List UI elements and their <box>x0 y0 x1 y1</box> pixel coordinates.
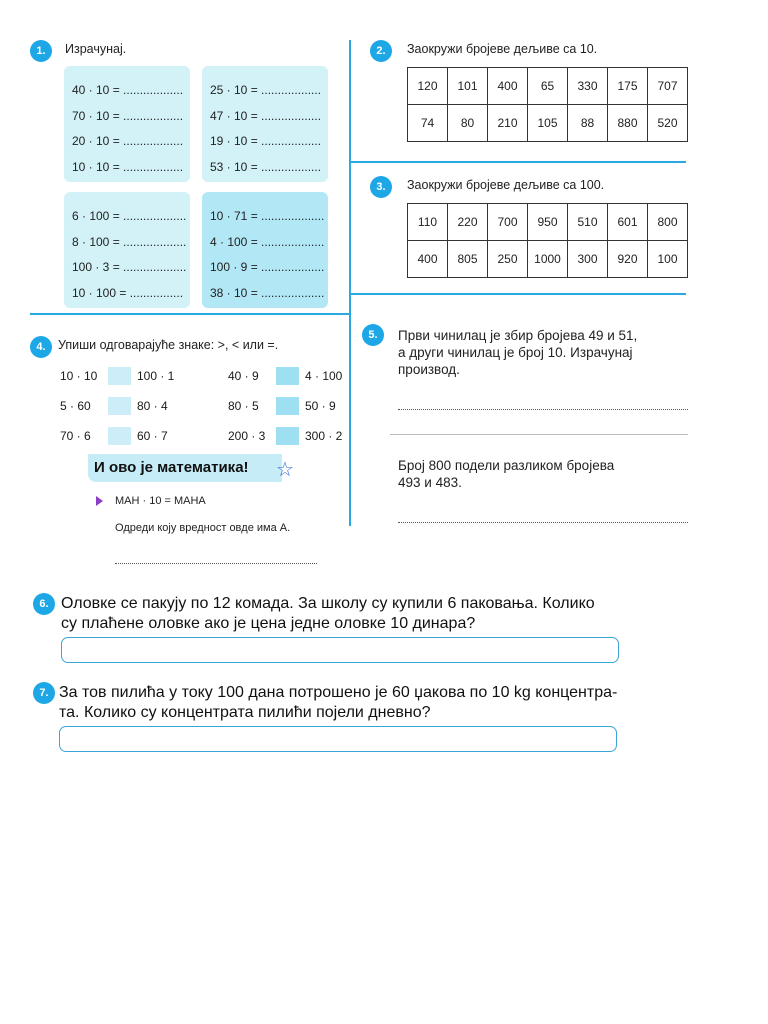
number-cell[interactable]: 101 <box>448 68 488 105</box>
number-cell[interactable]: 880 <box>608 105 648 142</box>
task7-number-badge: 7. <box>33 682 55 704</box>
task1-title: Израчунај. <box>65 42 127 56</box>
comparison-row <box>60 397 168 415</box>
expression: 40 · 10 = .................. <box>72 83 184 97</box>
number-cell[interactable]: 88 <box>568 105 608 142</box>
task1-card-c <box>64 192 190 308</box>
answer-box[interactable] <box>108 367 131 385</box>
number-cell[interactable]: 1000 <box>528 241 568 278</box>
text-line: За тов пилића у току 100 дана потрошено је 60 џакова по 10 kg концентра- <box>59 684 618 701</box>
number-cell[interactable]: 175 <box>608 68 648 105</box>
number-cell[interactable]: 700 <box>488 204 528 241</box>
task1-card-a <box>64 66 190 182</box>
puzzle-question: Одреди коју вредност овде има А. <box>115 522 291 534</box>
task7-answer-field[interactable] <box>59 726 617 752</box>
expression: 10 · 100 = ................ <box>72 285 184 300</box>
task7-text <box>59 683 617 723</box>
number-cell[interactable]: 520 <box>648 105 688 142</box>
left-expression: 80 · 5 <box>228 399 259 413</box>
number-cell[interactable]: 80 <box>448 105 488 142</box>
task5-separator <box>390 434 688 435</box>
number-cell[interactable]: 400 <box>408 241 448 278</box>
expression: 19 · 10 = .................. <box>210 134 322 148</box>
answer-box[interactable] <box>276 367 299 385</box>
right-expression: 60 · 7 <box>137 429 168 443</box>
number-cell[interactable]: 510 <box>568 204 608 241</box>
expression: 53 · 10 = .................. <box>210 159 322 174</box>
text-line: 493 и 483. <box>398 475 462 490</box>
right-expression: 50 · 9 <box>305 399 336 413</box>
math-fun-banner: И ово је математика! <box>88 454 282 482</box>
expression: 100 · 9 = ................... <box>210 260 325 274</box>
number-cell[interactable]: 250 <box>488 241 528 278</box>
expression: 38 · 10 = ................... <box>210 285 325 300</box>
number-cell[interactable]: 800 <box>648 204 688 241</box>
table-row <box>408 68 688 105</box>
number-cell[interactable]: 707 <box>648 68 688 105</box>
number-cell[interactable]: 300 <box>568 241 608 278</box>
task1-number-badge: 1. <box>30 40 52 62</box>
task3-number-badge: 3. <box>370 176 392 198</box>
text-line: Оловке се пакују по 12 комада. За школу су купили 6 паковања. Колико <box>61 595 595 612</box>
number-cell[interactable]: 120 <box>408 68 448 105</box>
divider-3-5 <box>350 293 686 295</box>
expression: 70 · 10 = .................. <box>72 108 184 123</box>
expression: 100 · 3 = ................... <box>72 260 187 274</box>
answer-box[interactable] <box>276 397 299 415</box>
answer-box[interactable] <box>108 427 131 445</box>
comparison-row <box>228 367 342 385</box>
comparison-row <box>60 427 168 445</box>
left-expression: 10 · 10 <box>60 369 98 383</box>
number-cell[interactable]: 100 <box>648 241 688 278</box>
task1-card-d <box>202 192 328 308</box>
divider-1-4 <box>30 313 350 315</box>
answer-box[interactable] <box>276 427 299 445</box>
number-cell[interactable]: 920 <box>608 241 648 278</box>
number-cell[interactable]: 220 <box>448 204 488 241</box>
left-expression: 5 · 60 <box>60 399 91 413</box>
triangle-bullet-icon <box>96 496 103 506</box>
comparison-row <box>228 427 342 445</box>
puzzle-equation: МАН · 10 = МАНА <box>115 495 206 507</box>
right-expression: 300 · 2 <box>305 429 343 443</box>
task5-answer-line-2[interactable] <box>398 522 688 523</box>
text-line: а други чинилац је број 10. Израчунај <box>398 345 633 360</box>
number-cell[interactable]: 74 <box>408 105 448 142</box>
comparison-row <box>228 397 336 415</box>
number-cell[interactable]: 805 <box>448 241 488 278</box>
expression: 10 · 71 = ................... <box>210 209 325 223</box>
number-cell[interactable]: 330 <box>568 68 608 105</box>
task1-card-b <box>202 66 328 182</box>
task2-number-badge: 2. <box>370 40 392 62</box>
text-line: Први чинилац је збир бројева 49 и 51, <box>398 328 638 343</box>
table-row <box>408 105 688 142</box>
expression: 10 · 10 = .................. <box>72 159 184 174</box>
task5-answer-line-1[interactable] <box>398 409 688 410</box>
table-row <box>408 204 688 241</box>
comparison-row <box>60 367 174 385</box>
number-cell[interactable]: 105 <box>528 105 568 142</box>
text-line: та. Колико су концентрата пилићи појели дневно? <box>59 704 431 721</box>
task3-title: Заокружи бројеве дељиве са 100. <box>407 178 605 192</box>
text-line: производ. <box>398 362 460 377</box>
expression: 25 · 10 = .................. <box>210 83 322 97</box>
task4-title: Упиши одговарајуће знаке: >, < или =. <box>58 338 279 352</box>
number-cell[interactable]: 110 <box>408 204 448 241</box>
puzzle-answer-line[interactable] <box>115 563 317 564</box>
expression: 8 · 100 = ................... <box>72 234 187 249</box>
text-line: су плаћене оловке ако је цена једне оловке 10 динара? <box>61 615 476 632</box>
number-cell[interactable]: 210 <box>488 105 528 142</box>
task4-number-badge: 4. <box>30 336 52 358</box>
vertical-divider <box>349 40 351 526</box>
task6-number-badge: 6. <box>33 593 55 615</box>
star-icon: ☆ <box>276 459 294 481</box>
right-expression: 100 · 1 <box>137 369 175 383</box>
number-cell[interactable]: 400 <box>488 68 528 105</box>
divider-2-3 <box>350 161 686 163</box>
left-expression: 200 · 3 <box>228 429 266 443</box>
answer-box[interactable] <box>108 397 131 415</box>
task3-number-table <box>407 203 688 278</box>
expression: 4 · 100 = ................... <box>210 234 325 249</box>
expression: 47 · 10 = .................. <box>210 108 322 123</box>
task2-number-table <box>407 67 688 142</box>
task5-number-badge: 5. <box>362 324 384 346</box>
expression: 6 · 100 = ................... <box>72 209 187 223</box>
table-row <box>408 241 688 278</box>
task5-part1-text <box>398 327 637 378</box>
expression: 20 · 10 = .................. <box>72 134 184 148</box>
task5-part2-text <box>398 457 614 491</box>
task2-title: Заокружи бројеве дељиве са 10. <box>407 42 598 56</box>
number-cell[interactable]: 65 <box>528 68 568 105</box>
left-expression: 70 · 6 <box>60 429 91 443</box>
number-cell[interactable]: 950 <box>528 204 568 241</box>
right-expression: 4 · 100 <box>305 369 343 383</box>
right-expression: 80 · 4 <box>137 399 168 413</box>
text-line: Број 800 подели разликом бројева <box>398 458 615 473</box>
task6-text <box>61 594 595 634</box>
task6-answer-field[interactable] <box>61 637 619 663</box>
number-cell[interactable]: 601 <box>608 204 648 241</box>
left-expression: 40 · 9 <box>228 369 259 383</box>
